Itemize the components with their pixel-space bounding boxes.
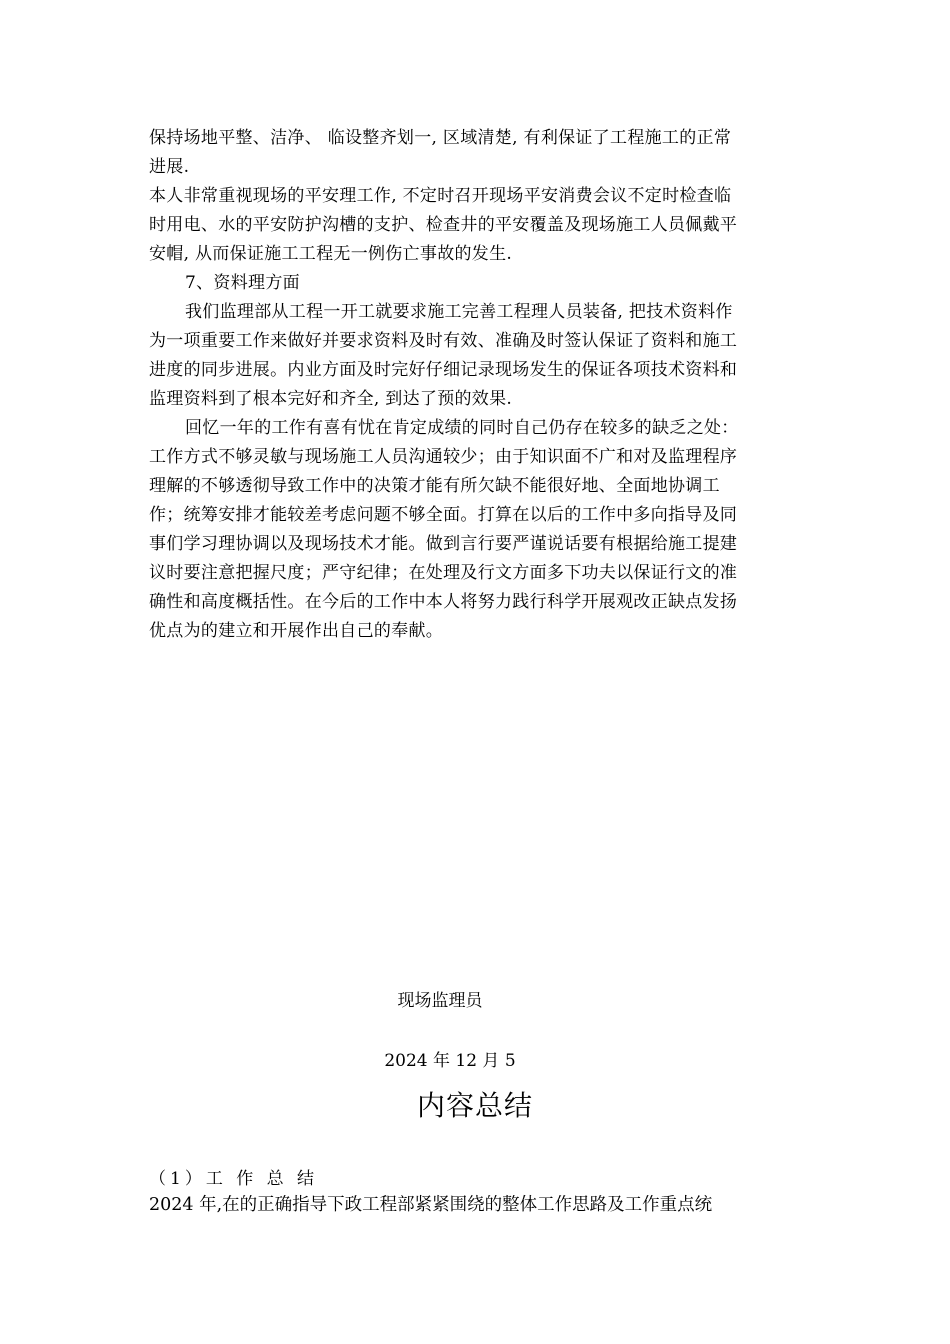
paragraph-line: 为一项重要工作来做好并要求资料及时有效、准确及时签认保证了资料和施工 — [149, 331, 738, 351]
paragraph-line: 议时要注意把握尺度；严守纪律；在处理及行文方面多下功夫以保证行文的准 — [149, 563, 738, 583]
signature-date: 2024 年 12 月 5 — [384, 1051, 516, 1071]
paragraph-line: 保持场地平整、洁净、 临设整齐划一, 区域清楚, 有利保证了工程施工的正常 — [149, 128, 732, 148]
paragraph-line: 优点为的建立和开展作出自己的奉献。 — [149, 621, 444, 641]
paragraph-line: 作；统筹安排才能较差考虑问题不够全面。打算在以后的工作中多向指导及同 — [149, 505, 738, 525]
summary-section-heading: （1）工 作 总 结 — [149, 1169, 319, 1189]
paragraph-line: 我们监理部从工程一开工就要求施工完善工程理人员装备, 把技术资料作 — [185, 302, 733, 322]
paragraph-line: 本人非常重视现场的平安理工作, 不定时召开现场平安消费会议不定时检查临 — [149, 186, 732, 206]
paragraph-line: 进展. — [149, 157, 190, 177]
paragraph-line: 监理资料到了根本完好和齐全, 到达了预的效果. — [149, 389, 513, 409]
section-heading-materials: 7、资料理方面 — [185, 273, 300, 293]
paragraph-line: 事们学习理协调以及现场技术才能。做到言行要严谨说话要有根据给施工提建 — [149, 534, 738, 554]
paragraph-line: 理解的不够透彻导致工作中的决策才能有所欠缺不能很好地、全面地协调工 — [149, 476, 720, 496]
paragraph-line: 确性和高度概括性。在今后的工作中本人将努力践行科学开展观改正缺点发扬 — [149, 592, 738, 612]
signature: 现场监理员 — [397, 991, 483, 1011]
paragraph-line: 进度的同步进展。内业方面及时完好仔细记录现场发生的保证各项技术资料和 — [149, 360, 738, 380]
body-text — [149, 124, 801, 646]
paragraph-line: 安帽, 从而保证施工工程无一例伤亡事故的发生. — [149, 244, 513, 264]
paragraph-line: 时用电、水的平安防护沟槽的支护、检查井的平安覆盖及现场施工人员佩戴平 — [149, 215, 738, 235]
summary-first-line: 2024 年,在的正确指导下政工程部紧紧围绕的整体工作思路及工作重点统 — [149, 1195, 713, 1215]
paragraph-line: 工作方式不够灵敏与现场施工人员沟通较少；由于知识面不广和对及监理程序 — [149, 447, 738, 467]
paragraph-line: 回忆一年的工作有喜有忧在肯定成绩的同时自己仍存在较多的缺乏之处： — [185, 418, 739, 438]
summary-title: 内容总结 — [416, 1089, 533, 1122]
